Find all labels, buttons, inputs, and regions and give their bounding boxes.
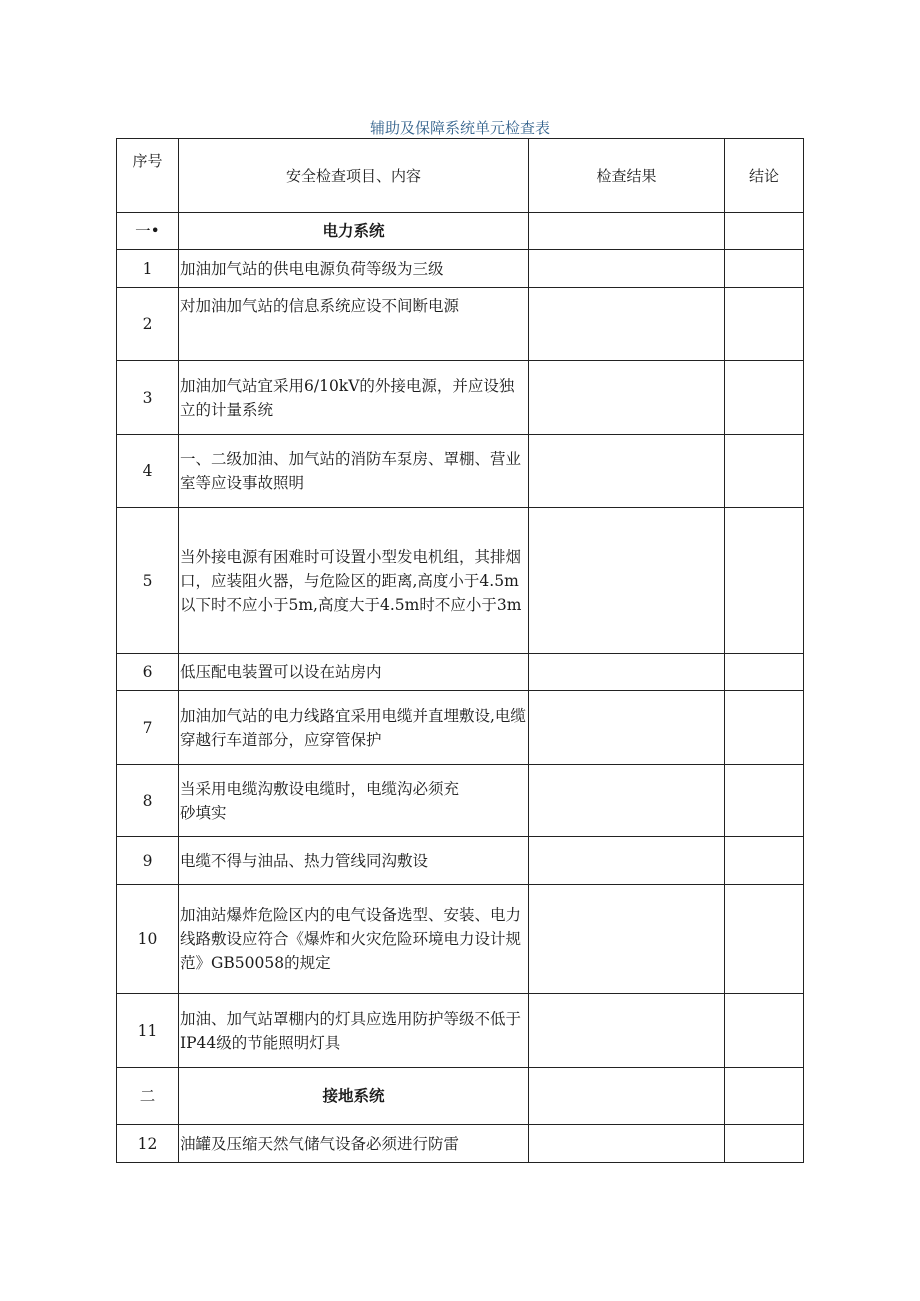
conclusion-cell <box>725 435 804 508</box>
row-item: 当外接电源有困难时可设置小型发电机组，其排烟口，应装阻火器，与危险区的距离,高度小于4.5m以下时不应小于5m,高度大于4.5m时不应小于3m <box>179 508 529 654</box>
row-item: 加油、加气站罩棚内的灯具应选用防护等级不低于IP44级的节能照明灯具 <box>179 994 529 1068</box>
conclusion-cell <box>725 250 804 288</box>
section-row <box>117 1068 804 1125</box>
row-item: 一、二级加油、加气站的消防车泵房、罩棚、营业室等应设事故照明 <box>179 435 529 508</box>
section-no: 二 <box>117 1068 179 1125</box>
row-item: 加油加气站的电力线路宜采用电缆并直埋敷设,电缆穿越行车道部分，应穿管保护 <box>179 691 529 765</box>
table-header-row <box>117 139 804 213</box>
conclusion-cell <box>725 691 804 765</box>
inspection-table <box>116 138 804 1163</box>
result-cell <box>529 1125 725 1163</box>
result-cell <box>529 508 725 654</box>
result-cell <box>529 691 725 765</box>
result-cell <box>529 288 725 361</box>
table-row <box>117 361 804 435</box>
header-result: 检查结果 <box>529 139 725 213</box>
section-title: 电力系统 <box>179 213 529 250</box>
table-row <box>117 994 804 1068</box>
row-no: 12 <box>117 1125 179 1163</box>
result-cell <box>529 1068 725 1125</box>
result-cell <box>529 885 725 994</box>
row-item: 对加油加气站的信息系统应设不间断电源 <box>179 288 529 361</box>
conclusion-cell <box>725 994 804 1068</box>
conclusion-cell <box>725 765 804 837</box>
conclusion-cell <box>725 837 804 885</box>
table-row <box>117 691 804 765</box>
conclusion-cell <box>725 213 804 250</box>
result-cell <box>529 994 725 1068</box>
conclusion-cell <box>725 1068 804 1125</box>
table-row <box>117 885 804 994</box>
row-no: 1 <box>117 250 179 288</box>
row-item: 加油站爆炸危险区内的电气设备选型、安装、电力线路敷设应符合《爆炸和火灾危险环境电力设计规范》GB50058的规定 <box>179 885 529 994</box>
row-item: 加油加气站的供电电源负荷等级为三级 <box>179 250 529 288</box>
header-conclusion: 结论 <box>725 139 804 213</box>
row-no: 4 <box>117 435 179 508</box>
row-no: 7 <box>117 691 179 765</box>
conclusion-cell <box>725 288 804 361</box>
conclusion-cell <box>725 361 804 435</box>
conclusion-cell <box>725 508 804 654</box>
row-no: 9 <box>117 837 179 885</box>
table-row <box>117 250 804 288</box>
conclusion-cell <box>725 1125 804 1163</box>
row-no: 10 <box>117 885 179 994</box>
row-item: 电缆不得与油品、热力管线同沟敷设 <box>179 837 529 885</box>
result-cell <box>529 361 725 435</box>
table-row <box>117 1125 804 1163</box>
page-title: 辅助及保障系统单元检查表 <box>369 119 550 137</box>
result-cell <box>529 213 725 250</box>
row-no: 11 <box>117 994 179 1068</box>
table-row <box>117 837 804 885</box>
row-item: 低压配电装置可以设在站房内 <box>179 654 529 691</box>
row-item: 油罐及压缩天然气储气设备必须进行防雷 <box>179 1125 529 1163</box>
row-no: 3 <box>117 361 179 435</box>
section-no: 一• <box>117 213 179 250</box>
table-row <box>117 765 804 837</box>
conclusion-cell <box>725 654 804 691</box>
result-cell <box>529 654 725 691</box>
row-item: 当采用电缆沟敷设电缆时，电缆沟必须充砂填实 <box>179 765 529 837</box>
row-no: 6 <box>117 654 179 691</box>
conclusion-cell <box>725 885 804 994</box>
table-row <box>117 288 804 361</box>
row-no: 2 <box>117 288 179 361</box>
row-item: 加油加气站宜采用6/10kV的外接电源，并应设独立的计量系统 <box>179 361 529 435</box>
section-title: 接地系统 <box>179 1068 529 1125</box>
table-row <box>117 654 804 691</box>
result-cell <box>529 435 725 508</box>
result-cell <box>529 765 725 837</box>
result-cell <box>529 837 725 885</box>
header-item: 安全检查项目、内容 <box>179 139 529 213</box>
header-no: 序号 <box>117 139 179 213</box>
section-row <box>117 213 804 250</box>
row-no: 5 <box>117 508 179 654</box>
table-row <box>117 435 804 508</box>
result-cell <box>529 250 725 288</box>
table-row <box>117 508 804 654</box>
row-no: 8 <box>117 765 179 837</box>
